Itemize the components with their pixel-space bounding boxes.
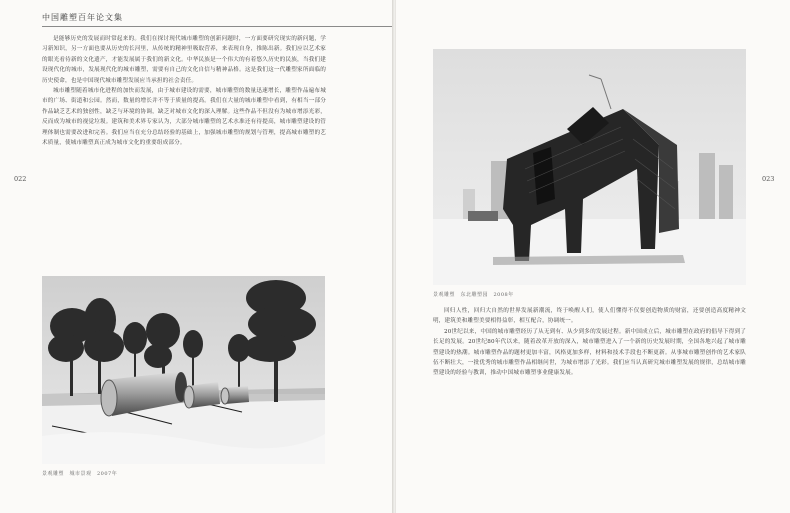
photo-snow-sculptures-image bbox=[42, 276, 325, 464]
paragraph: 20世纪以来，中国的城市雕塑经历了从无到有、从少到多的发展过程。新中国成立后，城市雕塑在政府的倡导下得到了长足的发展。20世纪80年代以来，随着改革开放的深入，城市雕塑进入了一个新的历史发展时期，全国各地兴起了城市雕塑建设的热潮。城市雕塑作品的题材更加丰富，风格更加多样，材料和技术手段也不断更新。从事城市雕塑创作的艺术家队伍不断壮大，一批优秀的城市雕塑作品相继问世，为城市增添了光彩。我们应当认真研究城市雕塑发展的规律，总结城市雕塑建设的经验与教训，推动中国城市雕塑事业健康发展。 bbox=[433, 328, 746, 377]
photo-caption-left: 景观雕塑 城市景观 2007年 bbox=[42, 471, 118, 477]
left-page bbox=[0, 0, 393, 513]
body-text-right bbox=[433, 306, 746, 464]
header-rule bbox=[42, 26, 394, 27]
body-text-left bbox=[42, 34, 326, 260]
page-number-left: 022 bbox=[14, 175, 27, 183]
photo-snow-sculptures bbox=[42, 276, 325, 464]
paragraph: 回归人性，回归大自然的世界发展新潮流，终于唤醒人们，使人们懂得不仅要创造物质的财富，还要创造高度精神文明，建筑美和雕塑美要相得益彰，相互配合，协调统一。 bbox=[433, 308, 746, 325]
photo-caption-right: 景观雕塑 东北雕塑园 2008年 bbox=[433, 292, 514, 298]
running-head: 中国雕塑百年论文集 bbox=[42, 13, 123, 22]
paragraph: 是能够历史的发展而时常起来的。我们在探讨现代城市雕塑的创新问题时，一方面要研究现实的新问题，学习新知识，另一方面也要从历史的长河里，从传统的精神里吸取营养，来表现自身，推陈出新。我们应以艺术家的眼光看待新的文化遗产，才能发展属于我们的新文化。中华民族是一个伟大的有着悠久历史的民族，当我们建设现代化的城市，发展现代化的城市雕塑，需要有自己的文化自信与精神品格。这是我们这一代雕塑家所面临的历史使命，也是中国现代城市雕塑发展应当承担的社会责任。 bbox=[42, 36, 326, 84]
right-page bbox=[396, 0, 790, 513]
page-number-right: 023 bbox=[762, 175, 775, 183]
photo-steel-sculpture bbox=[433, 49, 746, 285]
paragraph: 城市雕塑随着城市化进程的加快而发展，由于城市建设的需要，城市雕塑的数量迅速增长，雕塑作品遍布城市的广场、街道和公园。然而，数量的增长并不等于质量的提高。我们在大量的城市雕塑中看到，有相当一部分作品缺乏艺术的独创性，缺乏与环境的协调，缺乏对城市文化的深入理解。这些作品不但没有为城市增添光彩，反而成为城市的视觉垃圾。建筑和美术界专家认为，大部分城市雕塑的艺术水准还有待提高，城市雕塑建设的管理体制也需要改进和完善。我们应当在充分总结经验的基础上，加强城市雕塑的规划与管理，提高城市雕塑的艺术质量，使城市雕塑真正成为城市文化的重要组成部分。 bbox=[42, 88, 326, 147]
photo-steel-sculpture-image bbox=[433, 49, 746, 285]
